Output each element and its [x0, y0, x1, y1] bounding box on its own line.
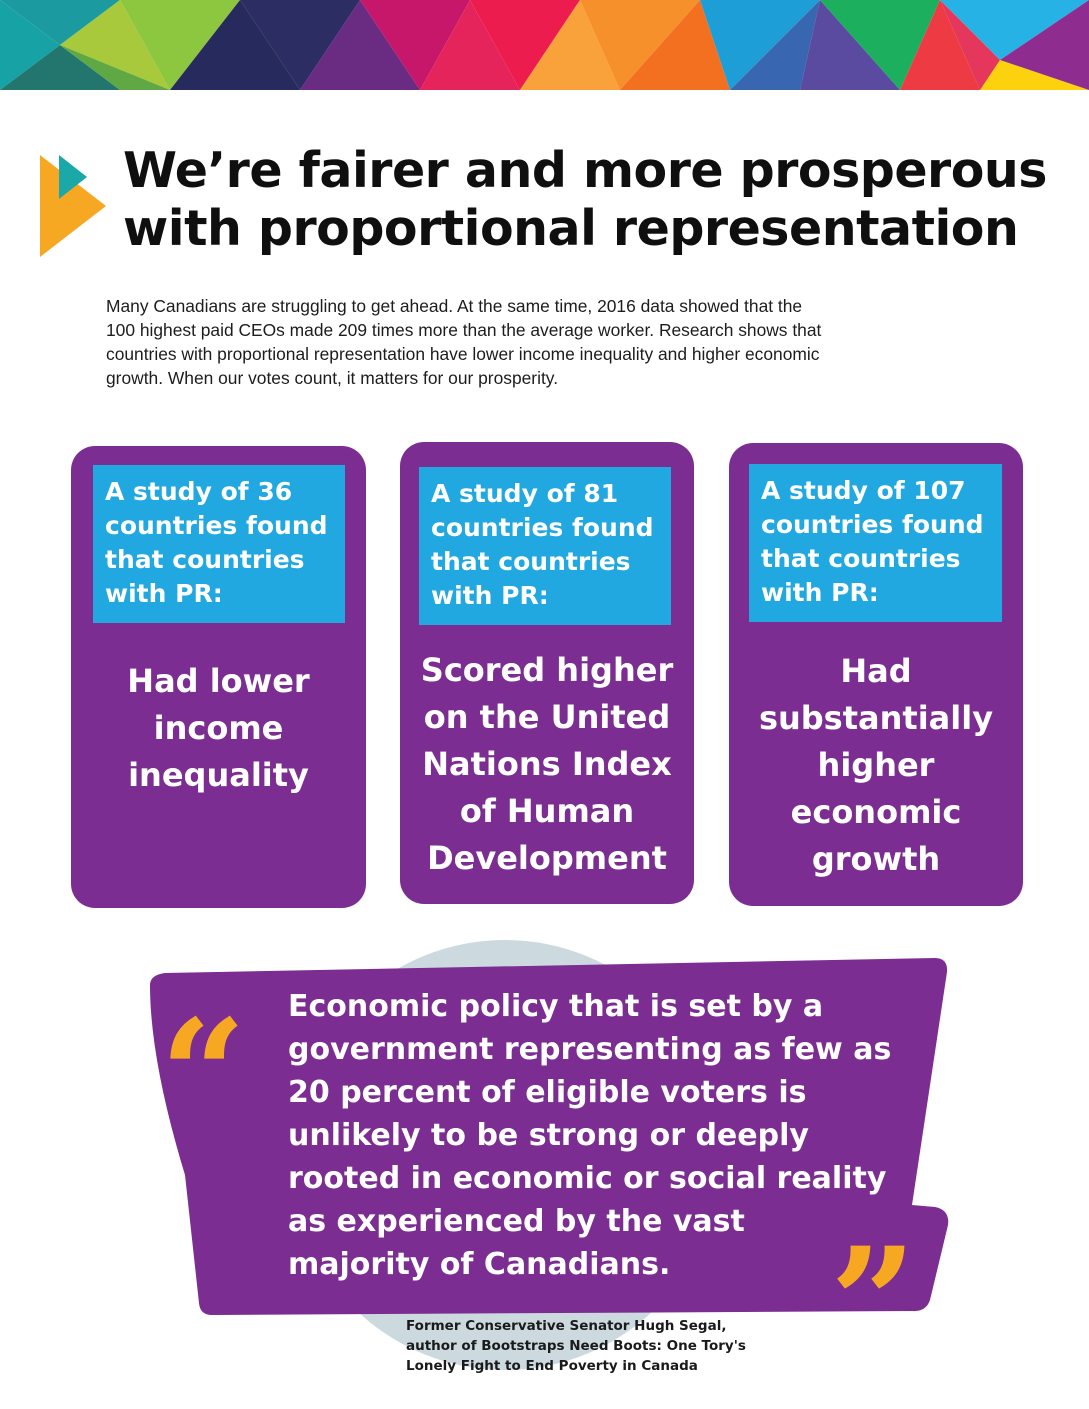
finding-line-2: on the United — [423, 698, 671, 736]
page-title-line-2: with proportional representation — [123, 200, 1019, 257]
heading-line-3: that countries — [431, 547, 631, 576]
finding-line-4: economic — [790, 793, 962, 831]
heading-line-4: with PR: — [105, 579, 223, 608]
quote-line-4: unlikely to be strong or deeply — [288, 1118, 809, 1153]
heading-line-2: countries found — [431, 513, 654, 542]
attribution-line-2: author of Bootstraps Need Boots: One Tory's — [406, 1338, 746, 1354]
heading-line-3: that countries — [105, 545, 305, 574]
finding-line-2: substantially — [758, 699, 994, 737]
quote-line-1: Economic policy that is set by a — [288, 989, 824, 1024]
finding-line-3: higher — [817, 746, 935, 784]
quote-line-7: majority of Canadians. — [288, 1247, 671, 1282]
quote-line-3: 20 percent of eligible voters is — [288, 1075, 807, 1110]
intro-line-1: Many Canadians are struggling to get ahead. At the same time, 2016 data showed that the — [106, 296, 803, 316]
heading-line-2: countries found — [761, 510, 984, 539]
open-quote-icon: “ — [160, 987, 247, 1163]
heading-line-3: that countries — [761, 544, 961, 573]
finding-line-3: inequality — [128, 756, 309, 794]
heading-line-4: with PR: — [761, 578, 879, 607]
finding-line-5: growth — [811, 840, 941, 878]
heading-line-1: A study of 81 — [431, 479, 619, 508]
quote-text — [288, 985, 928, 1286]
finding-line-1: Had — [840, 652, 912, 690]
heading-line-1: A study of 36 — [105, 477, 293, 506]
heading-line-2: countries found — [105, 511, 328, 540]
attribution-line-3: Lonely Fight to End Poverty in Canada — [406, 1358, 698, 1374]
page-title-line-1: We’re fairer and more prosperous — [123, 142, 1047, 199]
heading-line-4: with PR: — [431, 581, 549, 610]
intro-line-2: 100 highest paid CEOs made 209 times more than the average worker. Research shows that — [106, 320, 822, 340]
heading-line-1: A study of 107 — [761, 476, 966, 505]
intro-line-3: countries with proportional representation have lower income inequality and higher economic — [106, 344, 820, 364]
finding-line-3: Nations Index — [422, 745, 672, 783]
attribution-line-1: Former Conservative Senator Hugh Segal, — [406, 1318, 727, 1334]
finding-line-4: of Human — [459, 792, 635, 830]
finding-line-5: Development — [427, 839, 667, 877]
quote-attribution — [406, 1316, 746, 1376]
quote-line-5: rooted in economic or social reality — [288, 1161, 887, 1196]
finding-line-1: Had lower — [127, 662, 310, 700]
close-quote-icon: ” — [830, 1215, 917, 1391]
finding-line-1: Scored higher — [420, 651, 674, 689]
quote-line-2: government representing as few as — [288, 1032, 892, 1067]
finding-line-2: income — [153, 709, 284, 747]
quote-line-6: as experienced by the vast — [288, 1204, 745, 1239]
intro-line-4: growth. When our votes count, it matters for our prosperity. — [106, 368, 559, 388]
